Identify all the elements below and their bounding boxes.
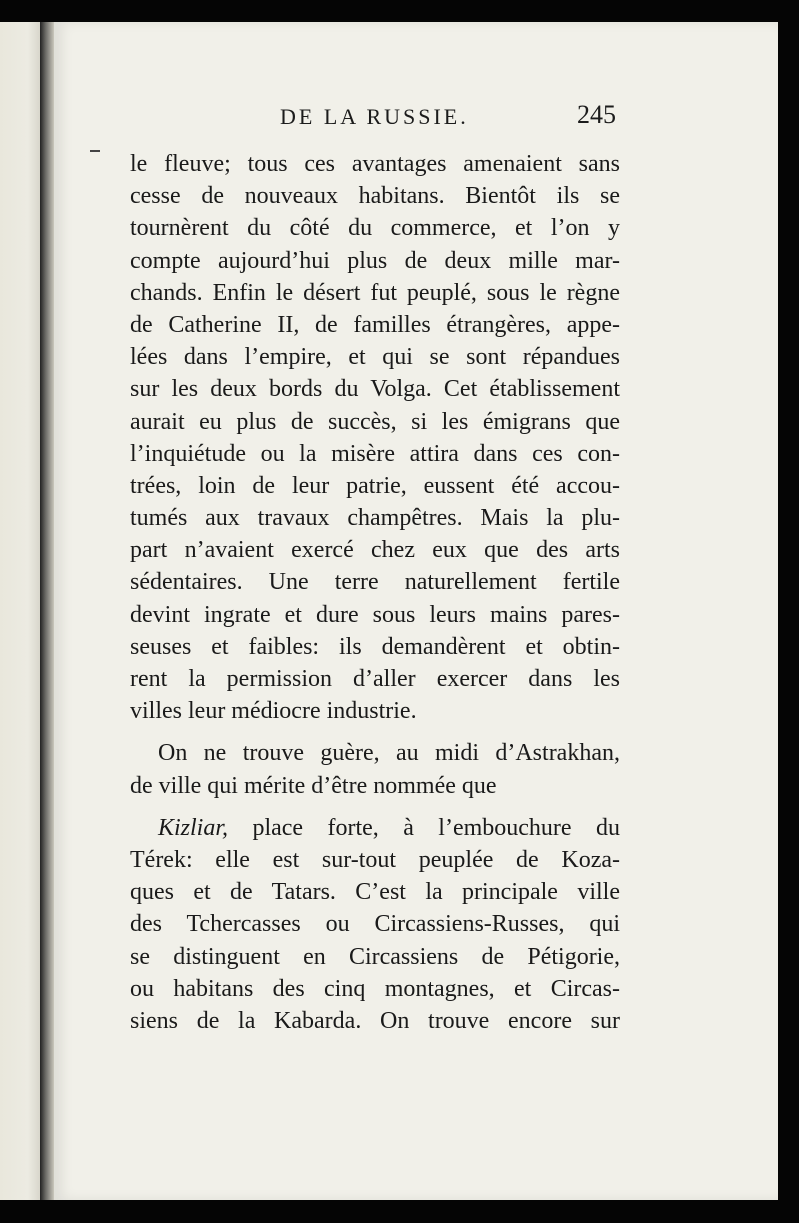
text-line: l’inquiétude ou la misère attira dans ces con- xyxy=(130,440,620,467)
margin-mark xyxy=(90,150,100,152)
paragraph-2 xyxy=(130,737,620,801)
place-name: Kizliar, xyxy=(158,814,229,841)
text-line: se distinguent en Circassiens de Pétigorie, xyxy=(130,943,620,970)
text-line: de Catherine II, de familles étrangères, appe- xyxy=(130,311,620,338)
line-text: place forte, à l’embouchure du xyxy=(228,814,620,841)
text-line: rent la permission d’aller exercer dans les xyxy=(130,666,620,692)
book-gutter xyxy=(40,22,54,1200)
text-line: des Tchercasses ou Circassiens-Russes, qui xyxy=(130,911,620,938)
text-line: villes leur médiocre industrie. xyxy=(130,698,417,725)
text-line: ou habitans des cinq montagnes, et Circas- xyxy=(130,975,620,1002)
book-page xyxy=(54,22,778,1200)
text-line: devint ingrate et dure sous leurs mains pares- xyxy=(130,601,620,628)
text-line: sur les deux bords du Volga. Cet établissement xyxy=(130,376,620,403)
paragraph-3 xyxy=(130,812,620,1037)
text-line: part n’avaient exercé chez eux que des arts xyxy=(130,537,620,564)
text-line: le fleuve; tous ces avantages amenaient sans xyxy=(130,151,620,177)
text-line: compte aujourd’hui plus de deux mille mar- xyxy=(130,247,620,274)
text-line: lées dans l’empire, et qui se sont répandues xyxy=(130,344,620,371)
previous-page-edge xyxy=(0,22,40,1200)
text-line: ques et de Tatars. C’est la principale ville xyxy=(130,879,620,906)
running-head: DE LA RUSSIE. xyxy=(280,104,469,129)
text-line xyxy=(130,812,620,844)
text-line: sédentaires. Une terre naturellement fertile xyxy=(130,569,620,596)
text-line: On ne trouve guère, au midi d’Astrakhan, xyxy=(158,740,620,767)
text-line: siens de la Kabarda. On trouve encore sur xyxy=(130,1007,620,1034)
paragraph-1 xyxy=(130,148,620,727)
text-line: trées, loin de leur patrie, eussent été accou- xyxy=(130,472,620,499)
text-line: aurait eu plus de succès, si les émigrans que xyxy=(130,408,620,435)
page-number: 245 xyxy=(577,100,616,129)
body-text xyxy=(130,148,620,1037)
text-line: cesse de nouveaux habitans. Bientôt ils se xyxy=(130,183,620,210)
text-line: seuses et faibles: ils demandèrent et obtin- xyxy=(130,633,620,660)
text-line: chands. Enfin le désert fut peuplé, sous le règne xyxy=(130,279,620,306)
text-line: Térek: elle est sur-tout peuplée de Koza- xyxy=(130,846,620,873)
text-line: tournèrent du côté du commerce, et l’on y xyxy=(130,215,620,242)
text-line: de ville qui mérite d’être nommée que xyxy=(130,772,497,799)
text-line: tumés aux travaux champêtres. Mais la plu- xyxy=(130,505,620,532)
